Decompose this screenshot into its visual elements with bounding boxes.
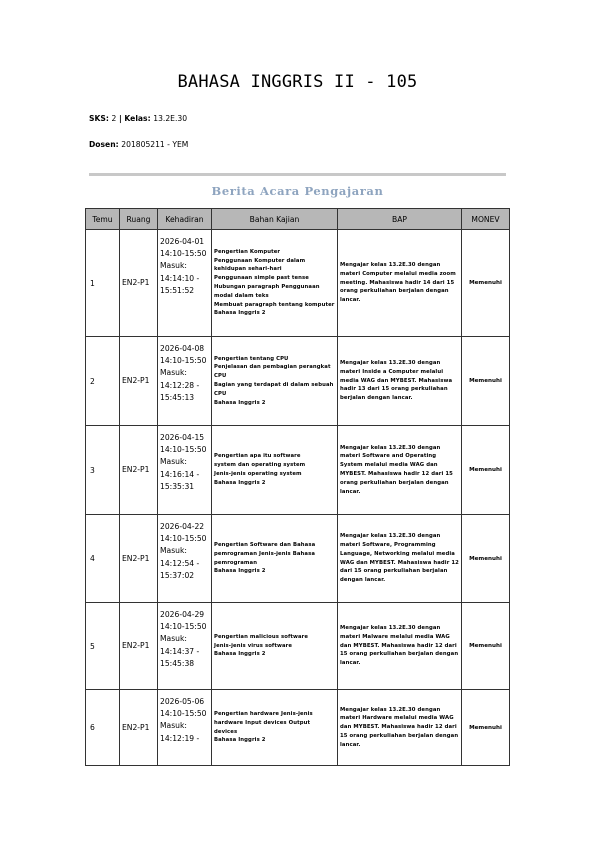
kelas-value: 13.2E.30 [153,114,188,123]
cell-bap: Mengajar kelas 13.2E.30 dengan materi Hardware melalui media WAG dan MYBEST. Mahasiswa hadir 12 dari 15 orang perkuliahan berjalan dengan lancar. [338,690,462,766]
sks-label: SKS: [89,114,112,123]
sks-kelas-line [89,114,187,123]
cell-temu: 3 [86,426,120,515]
table-row [86,603,510,690]
bahan-kajian-line: Hubungan paragraph Penggunaan modal dalam teks [214,284,322,299]
cell-kehadiran: 2026-04-01 14:10-15:50 Masuk: 14:14:10 - 15:51:52 [158,230,212,337]
page-title: BAHASA INGGRIS II - 105 [177,72,418,92]
dosen-label: Dosen: [89,140,122,149]
cell-temu: 1 [86,230,120,337]
bahan-kajian-line: Pengertian apa itu software [214,453,301,460]
bahan-kajian-line: Bahasa Inggris 2 [214,310,266,317]
table-row [86,426,510,515]
bahan-kajian-line: Pengertian Komputer [214,248,281,255]
section-subtitle: Berita Acara Pengajaran [211,184,384,198]
cell-bap: Mengajar kelas 13.2E.30 dengan materi Software and Operating System melalui media WAG dan MYBEST. Mahasiswa hadir 12 dari 15 orang perkuliahan berjalan dengan lancar. [338,426,462,515]
cell-monev: Memenuhi [462,426,510,515]
dosen-value: 201805211 - YEM [121,140,189,149]
cell-kehadiran: 2026-05-06 14:10-15:50 Masuk: 14:12:19 - [158,690,212,766]
bahan-kajian-line: Jenis-jenis operating system [214,471,302,477]
cell-kehadiran: 2026-04-15 14:10-15:50 Masuk: 14:16:14 - 15:35:31 [158,426,212,515]
cell-ruang: EN2-P1 [120,603,158,690]
cell-bap: Mengajar kelas 13.2E.30 dengan materi Inside a Computer melalui media WAG dan MYBEST. Mahasiswa hadir 13 dari 15 orang perkuliahan berjalan dengan lancar. [338,337,462,426]
bahan-kajian-line: Bahasa Inggris 2 [214,568,266,575]
bahan-kajian-line: Pengertian hardware Jenis-jenis hardware Input devices Output devices [214,710,315,735]
kelas-label: | Kelas: [116,114,154,123]
table-header-row [86,209,510,230]
cell-bap: Mengajar kelas 13.2E.30 dengan materi Software, Programming Language, Networking melalui media WAG dan MYBEST. Mahasiswa hadir 12 dari 15 orang perkuliahan berjalan dengan lancar. [338,515,462,603]
cell-bahan-kajian [212,230,338,337]
bahan-kajian-line: Penggunaan simple past tense [214,275,310,282]
table-row [86,515,510,603]
cell-bap: Mengajar kelas 13.2E.30 dengan materi Computer melalui media zoom meeting. Mahasiswa hadir 14 dari 15 orang perkuliahan berjalan dengan lancar. [338,230,462,337]
bahan-kajian-line: Pengertian tentang CPU [214,355,289,362]
cell-kehadiran: 2026-04-29 14:10-15:50 Masuk: 14:14:37 - 15:45:38 [158,603,212,690]
divider [89,173,506,176]
cell-ruang: EN2-P1 [120,337,158,426]
bahan-kajian-line: system dan operating system [214,462,306,469]
table-row [86,230,510,337]
bahan-kajian-line: Bahasa Inggris 2 [214,399,266,406]
cell-ruang: EN2-P1 [120,515,158,603]
bahan-kajian-line: Bahasa Inggris 2 [214,651,266,658]
bahan-kajian-line: Bahasa Inggris 2 [214,737,266,744]
table-row [86,690,510,766]
bahan-kajian-line: Penjelasan dan pembagian perangkat CPU [214,364,333,380]
col-header-kehadiran: Kehadiran [158,209,212,230]
dosen-line [89,140,188,149]
col-header-bap: BAP [338,209,462,230]
table-body [86,230,510,766]
col-header-monev: MONEV [462,209,510,230]
bahan-kajian-line: Bahasa Inggris 2 [214,479,266,486]
cell-bahan-kajian [212,337,338,426]
cell-temu: 2 [86,337,120,426]
sks-value: 2 [111,114,117,123]
cell-bahan-kajian [212,515,338,603]
cell-monev: Memenuhi [462,337,510,426]
cell-temu: 6 [86,690,120,766]
cell-ruang: EN2-P1 [120,230,158,337]
cell-monev: Memenuhi [462,515,510,603]
cell-bahan-kajian [212,690,338,766]
cell-kehadiran: 2026-04-08 14:10-15:50 Masuk: 14:12:28 - 15:45:13 [158,337,212,426]
cell-ruang: EN2-P1 [120,426,158,515]
bap-table [85,208,510,766]
cell-ruang: EN2-P1 [120,690,158,766]
col-header-temu: Temu [86,209,120,230]
bahan-kajian-line: Jenis-jenis virus software [214,642,293,649]
bahan-kajian-line: Membuat paragraph tentang komputer [214,301,335,308]
cell-temu: 5 [86,603,120,690]
cell-monev: Memenuhi [462,690,510,766]
cell-monev: Memenuhi [462,230,510,337]
cell-bap: Mengajar kelas 13.2E.30 dengan materi Malware melalui media WAG dan MYBEST. Mahasiswa hadir 12 dari 15 orang perkuliahan berjalan dengan lancar. [338,603,462,690]
table-row [86,337,510,426]
col-header-ruang: Ruang [120,209,158,230]
bahan-kajian-line: Penggunaan Komputer dalam kehidupan sehari-hari [214,257,308,273]
cell-bahan-kajian [212,603,338,690]
col-header-bahan-kajian: Bahan Kajian [212,209,338,230]
cell-bahan-kajian [212,426,338,515]
bahan-kajian-line: Pengertian Software dan Bahasa pemrograman Jenis-jenis Bahasa pemrograman [214,541,318,566]
cell-kehadiran: 2026-04-22 14:10-15:50 Masuk: 14:12:54 - 15:37:02 [158,515,212,603]
bahan-kajian-line: Pengertian malicious software [214,633,309,640]
cell-temu: 4 [86,515,120,603]
bahan-kajian-line: Bagian yang terdapat di dalam sebuah CPU [214,382,336,397]
cell-monev: Memenuhi [462,603,510,690]
